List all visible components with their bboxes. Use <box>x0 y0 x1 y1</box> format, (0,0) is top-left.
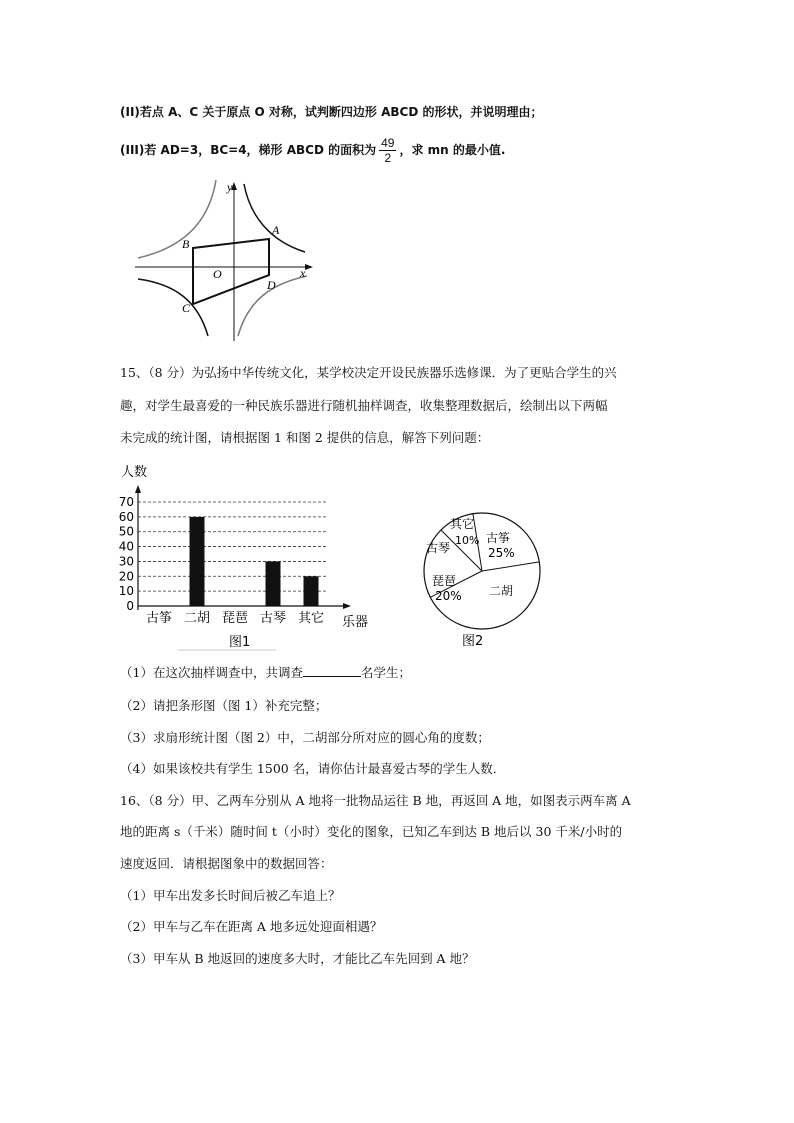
q15-stem-line1: 15、（8 分）为弘扬中华传统文化，某学校决定开设民族器乐选修课．为了更贴合学生的兴 <box>120 365 617 380</box>
x-category-label: 古筝 <box>145 611 173 626</box>
point-c-label: C <box>182 301 191 315</box>
x-category-label: 古琴 <box>259 611 287 626</box>
q14-part3 <box>120 136 505 165</box>
origin-label: O <box>213 267 222 281</box>
y-tick-label: 60 <box>118 509 134 524</box>
bar <box>266 561 281 606</box>
x-category-label: 琵琶 <box>221 611 249 626</box>
trapezoid-abcd <box>193 239 269 304</box>
q14-part3-text: (III)若 AD=3，BC=4，梯形 ABCD 的面积为 <box>120 143 377 157</box>
q16-sub2: （2）甲车与乙车在距离 A 地多远处迎面相遇？ <box>120 919 383 934</box>
hyperbola-black-branch-lower <box>138 279 208 336</box>
y-axis-label: y <box>227 180 233 194</box>
q14-area-fraction <box>379 136 396 165</box>
q16-sub1: （1）甲车出发多长时间后被乙车追上？ <box>120 888 341 903</box>
bar <box>190 517 205 606</box>
y-tick-label: 30 <box>118 554 134 569</box>
point-b-label: B <box>182 237 190 251</box>
pie-label-erhu: 二胡 <box>489 584 514 598</box>
pie-pct-qita: 10% <box>455 534 480 547</box>
y-tick-label: 40 <box>118 539 134 554</box>
q15-sub1 <box>120 664 411 682</box>
y-tick-label: 20 <box>118 569 134 584</box>
y-axis-arrow-icon <box>135 485 141 493</box>
q15-stem-line3: 未完成的统计图，请根据图 1 和图 2 提供的信息，解答下列问题： <box>120 430 490 445</box>
pie-pct-guzheng: 25% <box>488 546 515 560</box>
y-tick-label: 70 <box>118 495 134 509</box>
bar-chart-ylabel: 人数 <box>121 465 148 480</box>
q16-stem-line3: 速度返回．请根据图象中的数据回答： <box>120 856 333 871</box>
q15-sub2: （2）请把条形图（图 1）补充完整； <box>120 698 328 713</box>
pie-label-guqin: 古琴 <box>426 541 451 555</box>
q14-part3-text-end: ，求 mn 的最小值. <box>399 143 506 157</box>
x-axis-arrow-icon <box>343 603 351 609</box>
q14-part2: (II)若点 A、C 关于原点 O 对称，试判断四边形 ABCD 的形状，并说明理由； <box>120 105 543 119</box>
pie-slice-boundary <box>482 562 539 571</box>
bar <box>304 576 319 606</box>
bar-chart-caption: 图1 <box>229 635 251 650</box>
q15-stem-line2: 趣，对学生最喜爱的一种民族乐器进行随机抽样调查，收集整理数据后，绘制出以下两幅 <box>120 398 608 413</box>
y-tick-label: 10 <box>118 584 134 599</box>
point-a-label: A <box>272 223 280 237</box>
q15-sub1-text: （1）在这次抽样调查中，共调查 <box>120 665 303 680</box>
x-axis-label: x <box>300 266 306 280</box>
q15-sub4: （4）如果该校共有学生 1500 名，请你估计最喜爱古琴的学生人数． <box>120 761 506 776</box>
fraction-numerator: 49 <box>381 136 395 150</box>
bar-chart-figure-1 <box>118 460 388 652</box>
x-axis-arrow-icon <box>305 264 313 270</box>
pie-label-pipa: 琵琶 <box>432 574 457 588</box>
pie-pct-pipa: 20% <box>435 589 462 603</box>
pie-chart-figure-2 <box>418 506 548 652</box>
y-tick-label: 0 <box>126 599 134 613</box>
fraction-denominator: 2 <box>384 151 392 165</box>
answer-blank[interactable] <box>303 664 361 677</box>
x-category-label: 其它 <box>297 611 325 626</box>
q16-stem-line1: 16、（8 分）甲、乙两车分别从 A 地将一批物品运往 B 地，再返回 A 地，如图表示两车离 A <box>120 793 631 808</box>
q16-stem-line2: 地的距离 s（千米）随时间 t（小时）变化的图象，已知乙车到达 B 地后以 30 千米/小时的 <box>120 824 623 839</box>
bar-chart-xlabel: 乐器 <box>342 615 369 630</box>
pie-chart-caption: 图2 <box>462 634 484 649</box>
q15-sub1-text-end: 名学生； <box>360 665 411 680</box>
q16-sub3: （3）甲车从 B 地返回的速度多大时，才能比乙车先回到 A 地？ <box>120 951 475 966</box>
y-tick-label: 50 <box>118 524 134 539</box>
point-d-label: D <box>267 278 276 292</box>
q14-hyperbola-figure <box>130 176 320 342</box>
pie-label-qita: 其它 <box>450 517 475 531</box>
pie-label-guzheng: 古筝 <box>486 531 511 545</box>
q15-sub3: （3）求扇形统计图（图 2）中，二胡部分所对应的圆心角的度数； <box>120 730 490 745</box>
x-category-label: 二胡 <box>183 611 211 626</box>
